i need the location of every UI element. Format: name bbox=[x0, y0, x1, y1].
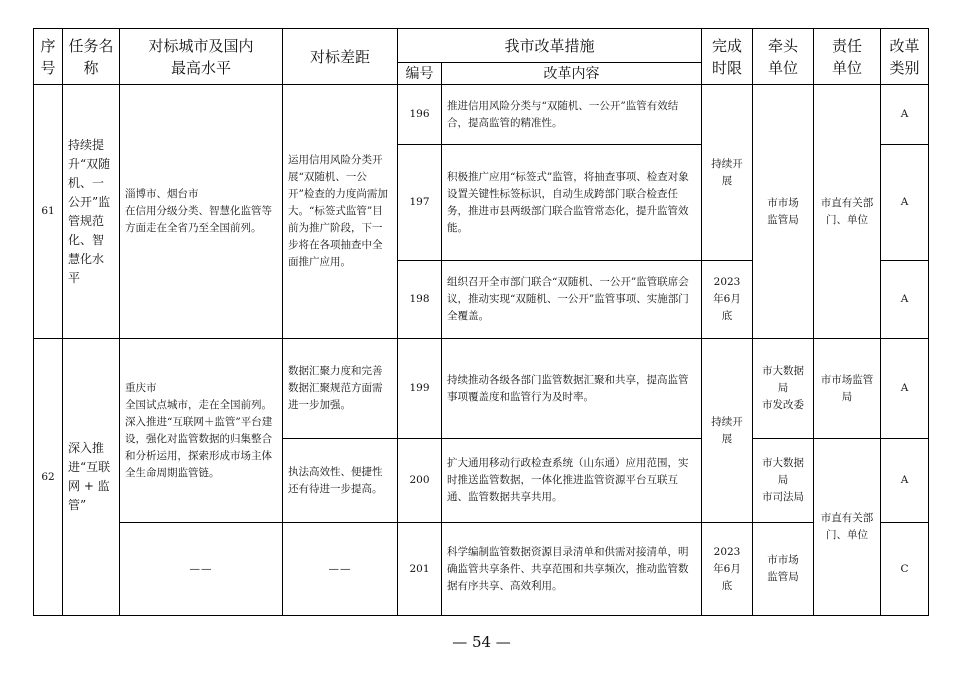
table-row bbox=[34, 339, 929, 439]
task-cell: 深入推进“互联网 + 监管” bbox=[63, 339, 120, 616]
task-cell: 持续提升“双随机、一公开”监管规范化、智慧化水平 bbox=[63, 85, 120, 339]
benchmark-text: 在信用分级分类、智慧化监管等方面走在全省乃至全国前列。 bbox=[125, 205, 272, 234]
category-cell: A bbox=[881, 439, 929, 523]
header-lead: 牵头单位 bbox=[753, 29, 814, 85]
lead-cell: 市市场监管局 bbox=[753, 85, 814, 339]
item-num: 201 bbox=[398, 523, 442, 616]
benchmark-cell bbox=[120, 339, 283, 523]
item-content: 组织召开全市部门联合“双随机、一公开”监管联席会议，推动实现“双随机、一公开”监管事项、实施部门全覆盖。 bbox=[442, 261, 702, 339]
header-measures: 我市改革措施 bbox=[398, 29, 702, 63]
gap-cell: 执法高效性、便捷性还有待进一步提高。 bbox=[283, 439, 398, 523]
gap-cell: —— bbox=[283, 523, 398, 616]
item-content: 扩大通用移动行政检查系统（山东通）应用范围，实时推送监管数据，一体化推进监管资源平台互联互通、监管数据共享共用。 bbox=[442, 439, 702, 523]
header-content: 改革内容 bbox=[442, 63, 702, 85]
resp-cell: 市直有关部门、单位 bbox=[814, 439, 881, 616]
header-task: 任务名称 bbox=[63, 29, 120, 85]
item-num: 200 bbox=[398, 439, 442, 523]
resp-cell: 市市场监管局 bbox=[814, 339, 881, 439]
category-cell: A bbox=[881, 339, 929, 439]
header-seq: 序号 bbox=[34, 29, 63, 85]
deadline-cell: 2023年6月底 bbox=[702, 261, 753, 339]
benchmark-city: 淄博市、烟台市 bbox=[125, 188, 199, 200]
item-num: 196 bbox=[398, 85, 442, 145]
seq-cell: 62 bbox=[34, 339, 63, 616]
reform-table bbox=[33, 28, 929, 616]
category-cell: A bbox=[881, 261, 929, 339]
gap-cell: 数据汇聚力度和完善数据汇聚规范方面需进一步加强。 bbox=[283, 339, 398, 439]
benchmark-cell: —— bbox=[120, 523, 283, 616]
header-benchmark: 对标城市及国内最高水平 bbox=[120, 29, 283, 85]
benchmark-city: 重庆市 bbox=[125, 381, 157, 394]
table-row bbox=[34, 523, 929, 616]
header-category: 改革类别 bbox=[881, 29, 929, 85]
resp-cell: 市直有关部门、单位 bbox=[814, 85, 881, 339]
gap-cell: 运用信用风险分类开展“双随机、一公开”检查的力度尚需加大。“标签式监管”目前为推广阶段，下一步将在各项抽查中全面推广应用。 bbox=[283, 85, 398, 339]
lead-cell: 市市场监管局 bbox=[753, 523, 814, 616]
header-gap: 对标差距 bbox=[283, 29, 398, 85]
item-num: 197 bbox=[398, 145, 442, 261]
item-content: 推进信用风险分类与“双随机、一公开”监管有效结合，提高监管的精准性。 bbox=[442, 85, 702, 145]
item-content: 积极推广应用“标签式”监管，将抽查事项、检查对象设置关键性标签标识，自动生成跨部门联合检查任务，推进市县两级部门联合监管常态化，提升监管效能。 bbox=[442, 145, 702, 261]
deadline-cell: 持续开展 bbox=[702, 339, 753, 523]
item-content: 科学编制监管数据资源目录清单和供需对接清单，明确监管共享条件、共享范围和共享频次，推动监管数据有序共享、高效利用。 bbox=[442, 523, 702, 616]
category-cell: A bbox=[881, 85, 929, 145]
item-num: 198 bbox=[398, 261, 442, 339]
deadline-cell: 持续开展 bbox=[702, 85, 753, 261]
category-cell: A bbox=[881, 145, 929, 261]
deadline-cell: 2023年6月底 bbox=[702, 523, 753, 616]
benchmark-cell bbox=[120, 85, 283, 339]
benchmark-text: 全国试点城市，走在全国前列。深入推进“互联网＋监管”平台建设，强化对监管数据的归集整合和分析运用，探索形成市场主体全生命周期监管链。 bbox=[125, 398, 273, 479]
table-row bbox=[34, 85, 929, 145]
header-num: 编号 bbox=[398, 63, 442, 85]
category-cell: C bbox=[881, 523, 929, 616]
seq-cell: 61 bbox=[34, 85, 63, 339]
header-resp: 责任单位 bbox=[814, 29, 881, 85]
lead-cell: 市大数据局 市发改委 bbox=[753, 339, 814, 439]
lead-cell: 市大数据局 市司法局 bbox=[753, 439, 814, 523]
item-num: 199 bbox=[398, 339, 442, 439]
header-deadline: 完成时限 bbox=[702, 29, 753, 85]
page-number: — 54 — bbox=[452, 633, 511, 651]
item-content: 持续推动各级各部门监管数据汇聚和共享，提高监管事项覆盖度和监管行为及时率。 bbox=[442, 339, 702, 439]
